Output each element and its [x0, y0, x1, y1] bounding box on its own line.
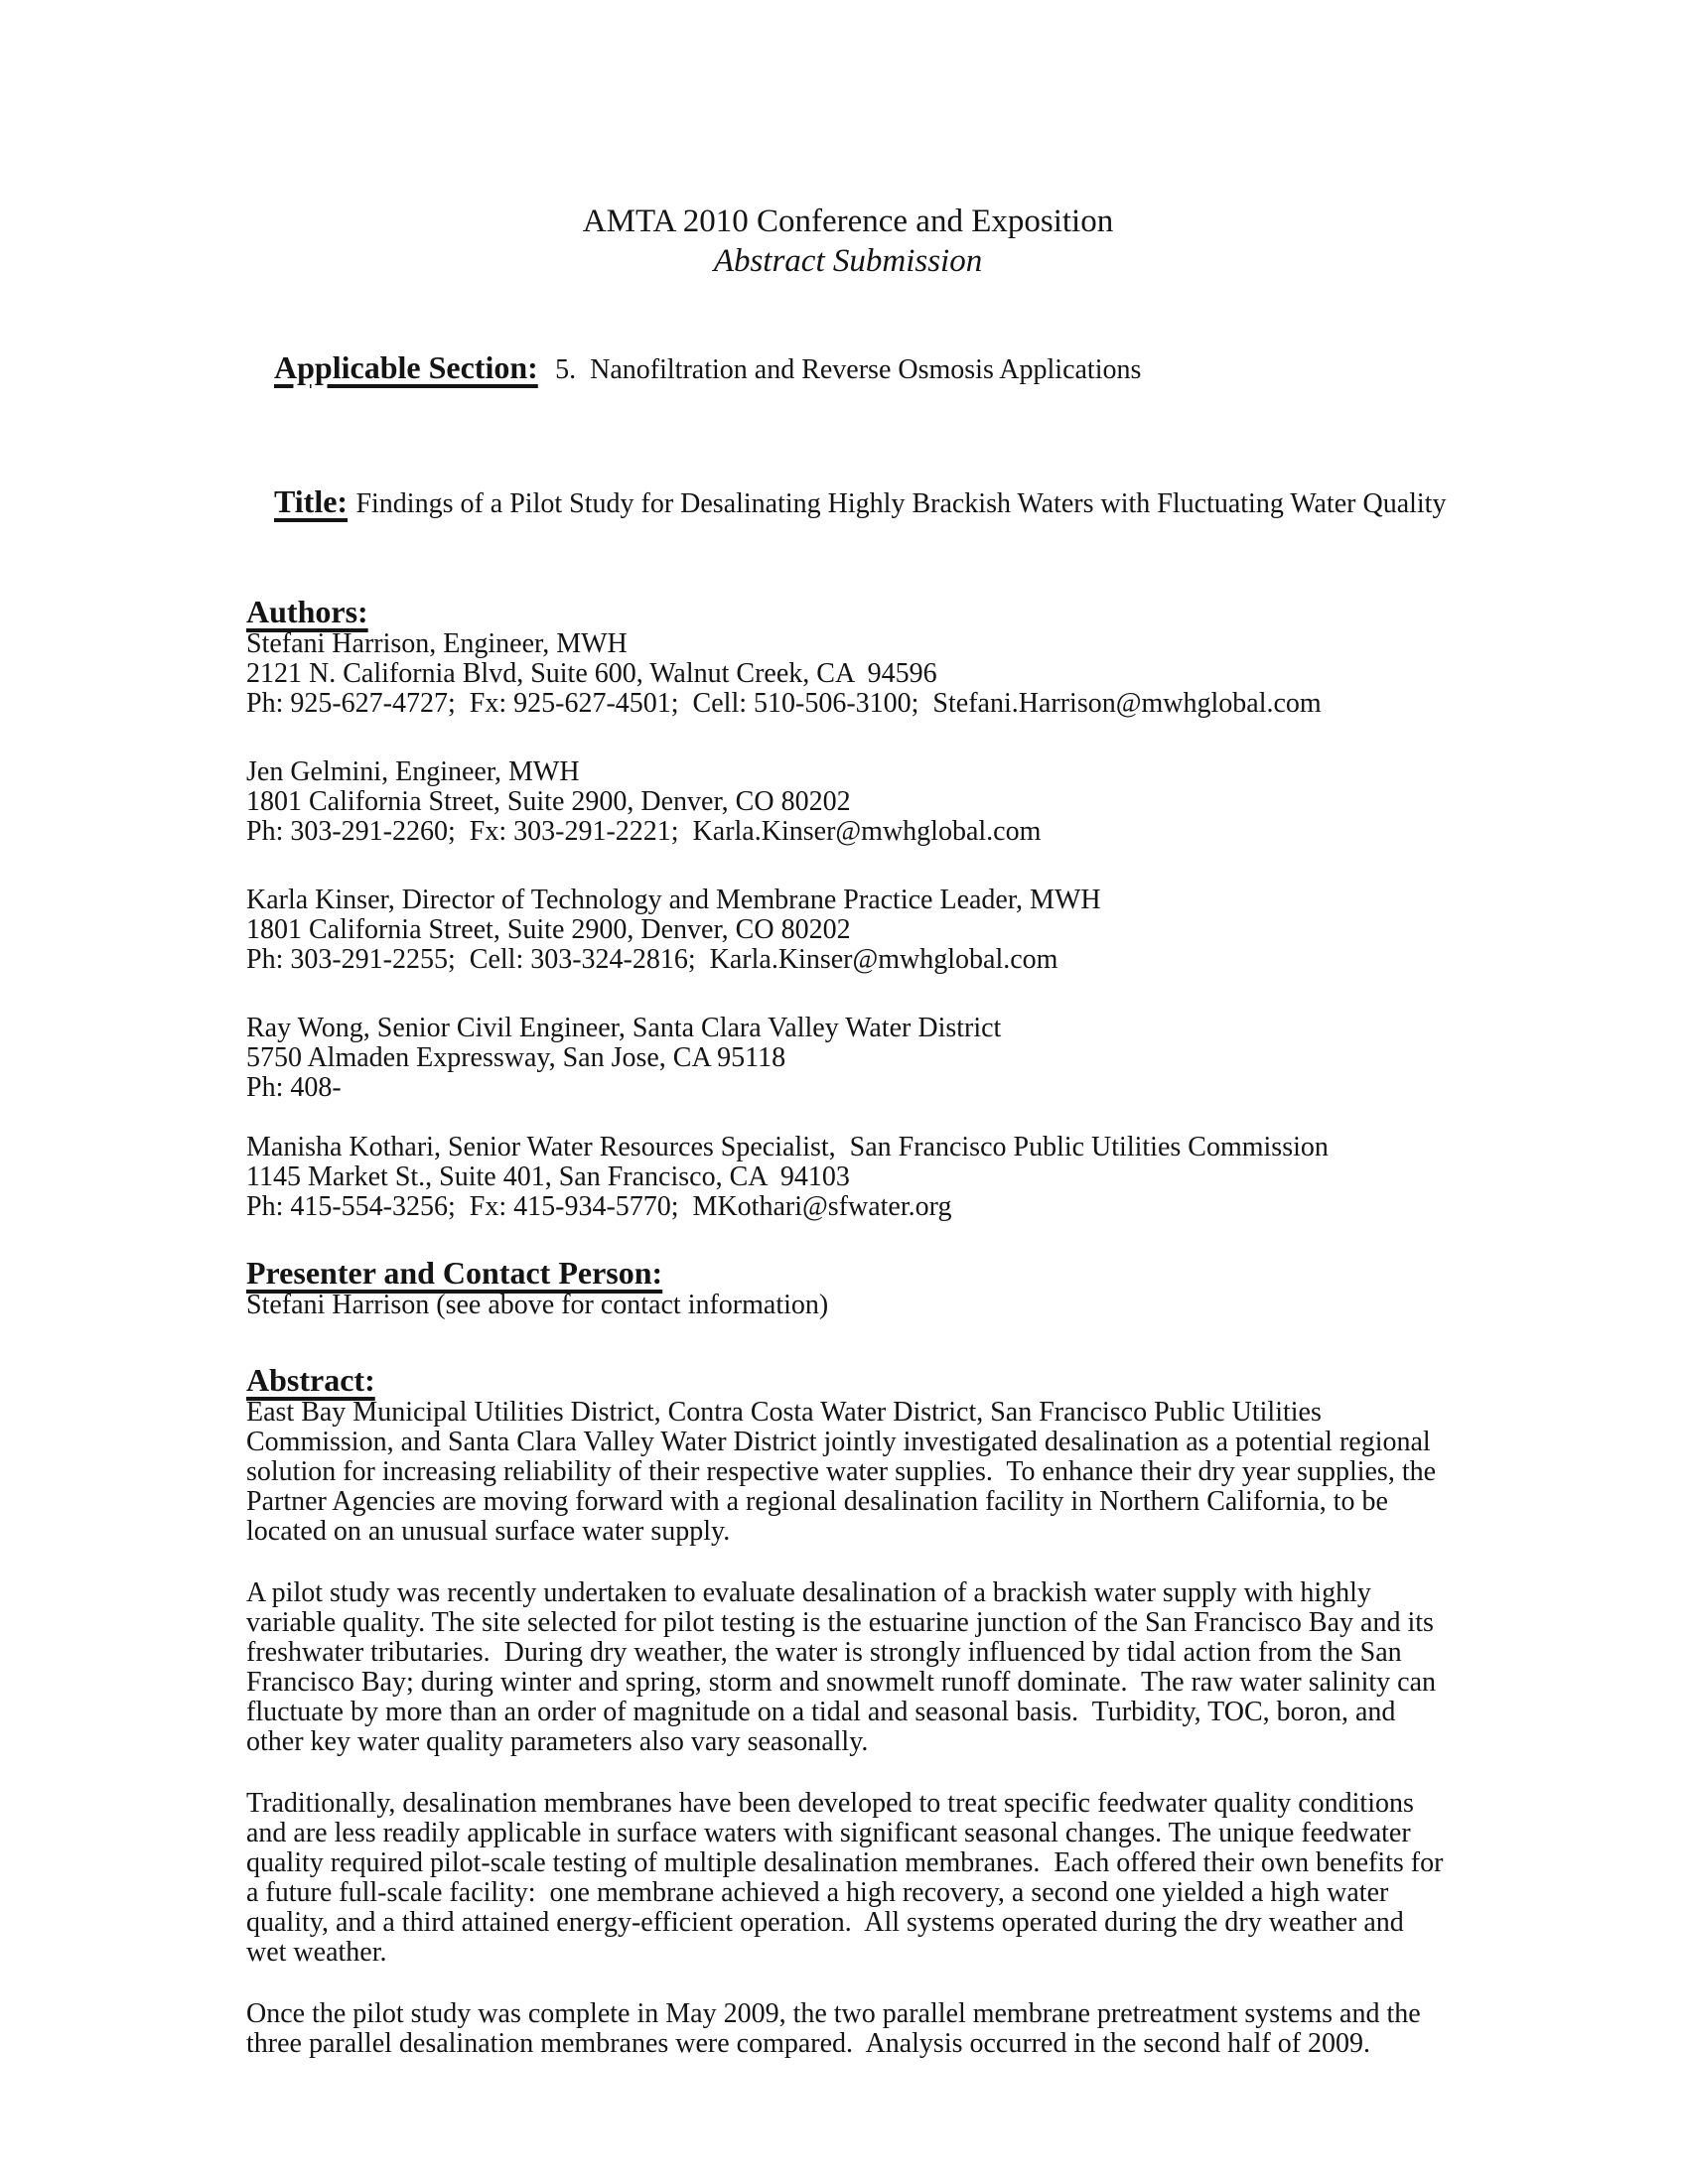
- conference-title: AMTA 2010 Conference and Exposition: [582, 204, 1114, 239]
- presenter-label: Presenter and Contact Person:: [246, 1255, 663, 1291]
- author-name-line: Manisha Kothari, Senior Water Resources Specialist, San Francisco Public Utilities Commission: [246, 1132, 1329, 1162]
- author-contact-line: Ph: 408-: [246, 1072, 342, 1103]
- title-label: Title:: [274, 483, 349, 519]
- author-entry: [246, 1133, 1450, 1222]
- author-name-line: Jen Gelmini, Engineer, MWH: [246, 756, 580, 787]
- abstract-heading: [246, 1362, 1450, 1398]
- author-entry: [246, 1014, 1450, 1103]
- title-row: [246, 454, 1450, 549]
- authors-heading: [246, 594, 1450, 629]
- authors-label: Authors:: [246, 594, 368, 629]
- author-name-line: Karla Kinser, Director of Technology and Membrane Practice Leader, MWH: [246, 885, 1101, 915]
- applicable-section-row: [246, 320, 1450, 415]
- abstract-paragraph: East Bay Municipal Utilities District, Contra Costa Water District, San Francisco Public Utilities Commission, and Santa Clara Valley Water District jointly investigated desalination as a potential regional solution for increasing reliability of their respective water supplies. To enhance their dry year supplies, the Partner Agencies are moving forward with a regional desalination facility in Northern California, to be located on an unusual surface water supply.: [246, 1397, 1444, 1547]
- author-address-line: 1801 California Street, Suite 2900, Denver, CO 80202: [246, 786, 851, 817]
- author-name-line: Stefani Harrison, Engineer, MWH: [246, 628, 628, 659]
- author-entry: [246, 886, 1450, 975]
- author-contact-line: Ph: 303-291-2260; Fx: 303-291-2221; Karla.Kinser@mwhglobal.com: [246, 816, 1042, 847]
- applicable-section-value: 5. Nanofiltration and Reverse Osmosis Applications: [555, 354, 1142, 385]
- author-contact-line: Ph: 925-627-4727; Fx: 925-627-4501; Cell: 510-506-3100; Stefani.Harrison@mwhglobal.com: [246, 688, 1322, 719]
- abstract-paragraph: Traditionally, desalination membranes have been developed to treat specific feedwater quality conditions and are less readily applicable in surface waters with significant seasonal changes. The unique feedwater quality required pilot-scale testing of multiple desalination membranes. Each offered their own benefits for a future full-scale facility: one membrane achieved a high recovery, a second one yielded a high water quality, and a third attained energy-efficient operation. All systems operated during the dry weather and wet weather.: [246, 1788, 1451, 1968]
- author-address-line: 1801 California Street, Suite 2900, Denver, CO 80202: [246, 914, 851, 945]
- author-address-line: 2121 N. California Blvd, Suite 600, Walnut Creek, CA 94596: [246, 658, 937, 689]
- author-address-line: 1145 Market St., Suite 401, San Francisco, CA 94103: [246, 1161, 850, 1192]
- document-subtitle: Abstract Submission: [713, 243, 983, 279]
- presenter-value: Stefani Harrison (see above for contact information): [246, 1290, 829, 1320]
- author-entry: [246, 629, 1450, 719]
- abstract-paragraph: A pilot study was recently undertaken to evaluate desalination of a brackish water supply with highly variable quality. The site selected for pilot testing is the estuarine junction of the San Francisco Bay and its freshwater tributaries. During dry weather, the water is strongly influenced by tidal action from the San Francisco Bay; during winter and spring, storm and snowmelt runoff dominate. The raw water salinity can fluctuate by more than an order of magnitude on a tidal and seasonal basis. Turbidity, TOC, boron, and other key water quality parameters also vary seasonally.: [246, 1577, 1444, 1757]
- author-name-line: Ray Wong, Senior Civil Engineer, Santa Clara Valley Water District: [246, 1013, 1002, 1043]
- author-entry: [246, 757, 1450, 847]
- author-address-line: 5750 Almaden Expressway, San Jose, CA 95118: [246, 1042, 786, 1073]
- abstract-label: Abstract:: [246, 1362, 375, 1398]
- title-value: Findings of a Pilot Study for Desalinating Highly Brackish Waters with Fluctuating Water Quality: [355, 488, 1447, 519]
- author-contact-line: Ph: 415-554-3256; Fx: 415-934-5770; MKothari@sfwater.org: [246, 1191, 952, 1222]
- document-header: [246, 202, 1450, 281]
- author-contact-line: Ph: 303-291-2255; Cell: 303-324-2816; Karla.Kinser@mwhglobal.com: [246, 944, 1058, 975]
- presenter-heading: [246, 1255, 1450, 1291]
- abstract-paragraph: Once the pilot study was complete in May 2009, the two parallel membrane pretreatment systems and the three parallel desalination membranes were compared. Analysis occurred in the second half of 2009.: [246, 1998, 1428, 2059]
- applicable-section-label: Applicable Section:: [274, 349, 538, 385]
